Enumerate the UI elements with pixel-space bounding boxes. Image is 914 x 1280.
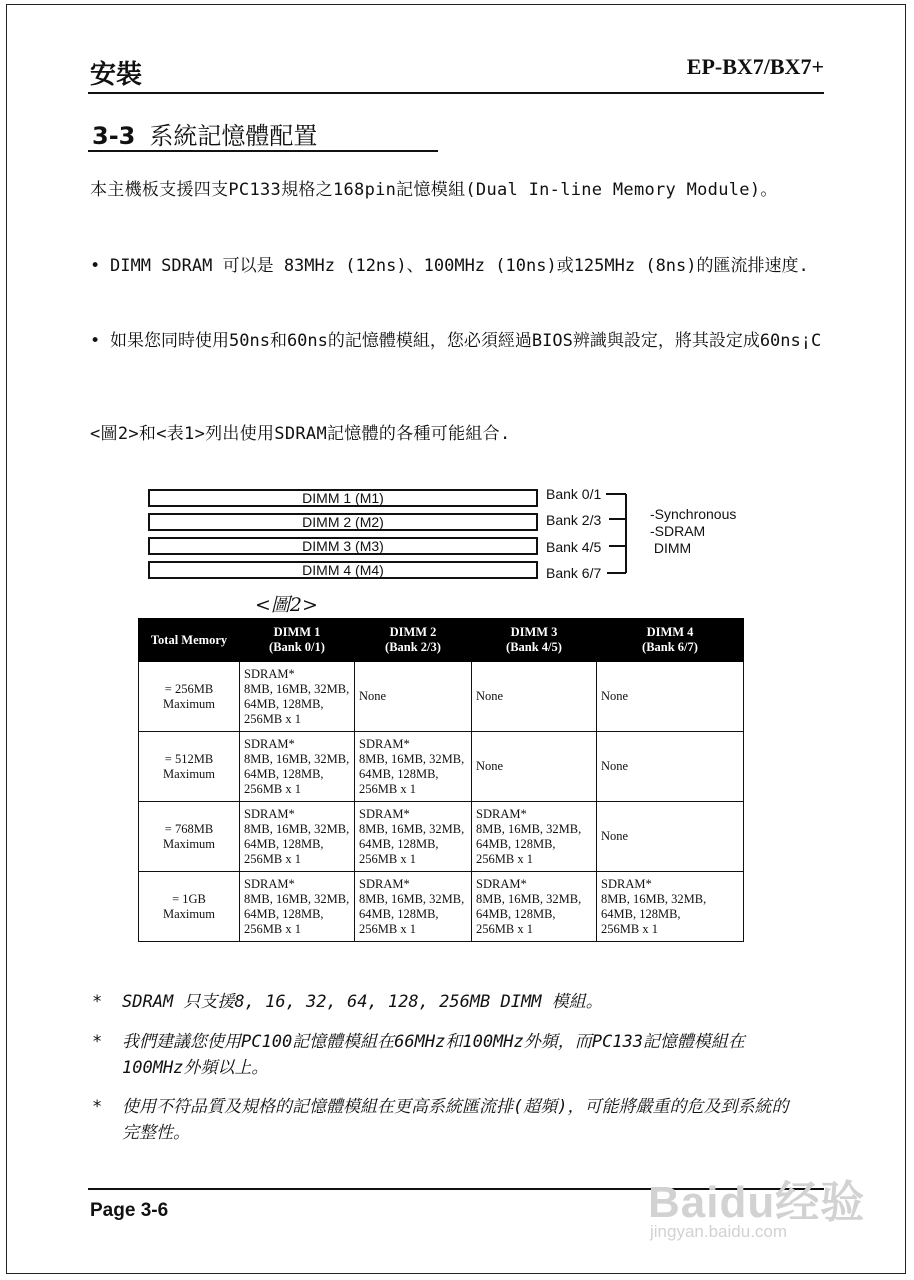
header-line: (Bank 0/1) bbox=[269, 640, 325, 654]
cell-line: 256MB x 1 bbox=[359, 781, 416, 796]
cell-line: SDRAM* bbox=[359, 876, 410, 891]
watermark-brand: Baidu经验 bbox=[648, 1178, 866, 1227]
cell-line: SDRAM* bbox=[244, 876, 295, 891]
memory-config-table bbox=[138, 618, 744, 942]
header-line: DIMM 3 bbox=[510, 625, 558, 639]
dimm-slot-1: DIMM 1 (M1) bbox=[148, 489, 538, 507]
cell-line: Maximum bbox=[162, 836, 216, 851]
total-memory-cell bbox=[139, 662, 240, 732]
dimm-cell bbox=[240, 872, 355, 942]
cell-line: 256MB x 1 bbox=[476, 851, 533, 866]
bank-label: Bank 0/1 bbox=[546, 486, 602, 502]
cell-line: Maximum bbox=[162, 696, 216, 711]
cell-line: SDRAM* bbox=[244, 736, 295, 751]
header-dimm1 bbox=[240, 619, 355, 662]
cell-line: 64MB, 128MB, bbox=[601, 906, 681, 921]
cell-line: 64MB, 128MB, bbox=[476, 906, 556, 921]
footnote bbox=[92, 1029, 792, 1081]
dimm-slot-4: DIMM 4 (M4) bbox=[148, 561, 538, 579]
header-chapter: 安裝 bbox=[90, 60, 143, 90]
table-row bbox=[139, 872, 744, 942]
dimm-cell bbox=[355, 732, 472, 802]
cell-line: None bbox=[601, 759, 629, 773]
cell-line: 64MB, 128MB, bbox=[244, 906, 324, 921]
cell-line: 64MB, 128MB, bbox=[244, 836, 324, 851]
cell-line: SDRAM* bbox=[359, 806, 410, 821]
cell-line: 256MB x 1 bbox=[244, 851, 301, 866]
dimm-cell bbox=[472, 802, 597, 872]
header-line: DIMM 2 bbox=[389, 625, 437, 639]
header-line: DIMM 4 bbox=[646, 625, 694, 639]
table-row bbox=[139, 662, 744, 732]
cell-line: 256MB x 1 bbox=[244, 781, 301, 796]
table-row bbox=[139, 732, 744, 802]
footnote-star: * bbox=[92, 1032, 103, 1052]
cell-line: 256MB x 1 bbox=[359, 851, 416, 866]
dimm-cell bbox=[355, 662, 472, 732]
bullet-dot-icon: • bbox=[90, 256, 101, 276]
figure-caption: <圖2> bbox=[255, 594, 318, 616]
header-model: EP-BX7/BX7+ bbox=[686, 54, 824, 79]
cell-line: 8MB, 16MB, 32MB, bbox=[244, 681, 350, 696]
cell-line: 64MB, 128MB, bbox=[359, 906, 439, 921]
section-number: 3-3 bbox=[92, 122, 136, 150]
footnote-text: 我們建議您使用PC100記憶體模組在66MHz和100MHz外頻，而PC133記憶體模組在100MHz外頻以上。 bbox=[122, 1032, 745, 1078]
cell-line: 256MB x 1 bbox=[244, 711, 301, 726]
cell-line: 8MB, 16MB, 32MB, bbox=[476, 821, 582, 836]
cell-line: SDRAM* bbox=[359, 736, 410, 751]
cell-line: None bbox=[601, 689, 629, 703]
cell-line: Maximum bbox=[162, 766, 216, 781]
cell-line: SDRAM* bbox=[244, 806, 295, 821]
footnote-star: * bbox=[92, 992, 103, 1012]
dimm-cell bbox=[240, 662, 355, 732]
cell-line: SDRAM* bbox=[601, 876, 652, 891]
cell-line: 256MB x 1 bbox=[476, 921, 533, 936]
list-intro: <圖2>和<表1>列出使用SDRAM記憶體的各種可能組合. bbox=[90, 424, 511, 444]
footnote-star: * bbox=[92, 1097, 103, 1117]
dimm-bracket-lines bbox=[0, 0, 914, 600]
bank-label: Bank 2/3 bbox=[546, 512, 602, 528]
cell-line: 8MB, 16MB, 32MB, bbox=[244, 751, 350, 766]
dimm-cell bbox=[597, 872, 744, 942]
cell-line: = 256MB bbox=[164, 681, 214, 696]
bullet-text: 如果您同時使用50ns和60ns的記憶體模組，您必須經過BIOS辨識與設定，將其設定成60ns¡C bbox=[110, 331, 822, 351]
cell-line: 256MB x 1 bbox=[244, 921, 301, 936]
header-line: (Bank 4/5) bbox=[506, 640, 562, 654]
cell-line: 64MB, 128MB, bbox=[244, 766, 324, 781]
cell-line: None bbox=[476, 689, 504, 703]
cell-line: SDRAM* bbox=[476, 806, 527, 821]
table-row bbox=[139, 802, 744, 872]
header-dimm2 bbox=[355, 619, 472, 662]
dimm-type-line: -SDRAM bbox=[650, 523, 706, 539]
footnote-text: SDRAM 只支援8, 16, 32, 64, 128, 256MB DIMM 模組。 bbox=[122, 992, 603, 1012]
header-line: (Bank 6/7) bbox=[642, 640, 698, 654]
cell-line: 8MB, 16MB, 32MB, bbox=[601, 891, 707, 906]
dimm-cell bbox=[597, 732, 744, 802]
watermark-url: jingyan.baidu.com bbox=[650, 1222, 788, 1241]
dimm-cell bbox=[472, 872, 597, 942]
dimm-cell bbox=[597, 662, 744, 732]
cell-line: None bbox=[476, 759, 504, 773]
header-dimm4 bbox=[597, 619, 744, 662]
cell-line: 8MB, 16MB, 32MB, bbox=[359, 821, 465, 836]
total-memory-cell bbox=[139, 802, 240, 872]
cell-line: None bbox=[601, 829, 629, 843]
cell-line: 8MB, 16MB, 32MB, bbox=[244, 821, 350, 836]
cell-line: = 1GB bbox=[172, 891, 206, 906]
dimm-cell bbox=[472, 732, 597, 802]
cell-line: 8MB, 16MB, 32MB, bbox=[244, 891, 350, 906]
header-line: (Bank 2/3) bbox=[385, 640, 441, 654]
cell-line: 256MB x 1 bbox=[359, 921, 416, 936]
dimm-type-line: -Synchronous bbox=[650, 506, 737, 522]
header-line: DIMM 1 bbox=[273, 625, 321, 639]
dimm-type-line: DIMM bbox=[650, 540, 692, 556]
intro-paragraph: 本主機板支援四支PC133規格之168pin記憶模組(Dual In-line Memory Module)。 bbox=[90, 180, 778, 200]
dimm-cell bbox=[597, 802, 744, 872]
header-dimm3 bbox=[472, 619, 597, 662]
cell-line: = 512MB bbox=[164, 751, 214, 766]
cell-line: 64MB, 128MB, bbox=[244, 696, 324, 711]
cell-line: SDRAM* bbox=[244, 666, 295, 681]
dimm-cell bbox=[355, 802, 472, 872]
cell-line: 8MB, 16MB, 32MB, bbox=[476, 891, 582, 906]
table-header-row bbox=[139, 619, 744, 662]
cell-line: 64MB, 128MB, bbox=[359, 766, 439, 781]
bullet-dot-icon: • bbox=[90, 331, 101, 351]
cell-line: SDRAM* bbox=[476, 876, 527, 891]
cell-line: None bbox=[359, 689, 387, 703]
bank-label: Bank 4/5 bbox=[546, 539, 602, 555]
section-title-text: 系統記憶體配置 bbox=[149, 122, 318, 150]
footnote bbox=[92, 989, 792, 1015]
cell-line: Maximum bbox=[162, 906, 216, 921]
cell-line: 64MB, 128MB, bbox=[359, 836, 439, 851]
dimm-cell bbox=[355, 872, 472, 942]
bank-label: Bank 6/7 bbox=[546, 565, 602, 581]
header-line: Total Memory bbox=[150, 632, 228, 647]
page-number: Page 3-6 bbox=[90, 1200, 169, 1221]
total-memory-cell bbox=[139, 872, 240, 942]
total-memory-cell bbox=[139, 732, 240, 802]
footnote-text: 使用不符品質及規格的記憶體模組在更高系統匯流排(超頻)，可能將嚴重的危及到系統的完整性。 bbox=[122, 1097, 789, 1143]
bullet-text: DIMM SDRAM 可以是 83MHz (12ns)、100MHz (10ns)或125MHz (8ns)的匯流排速度. bbox=[110, 256, 809, 276]
dimm-type-label bbox=[650, 506, 736, 557]
dimm-slot-2: DIMM 2 (M2) bbox=[148, 513, 538, 531]
watermark bbox=[648, 1138, 868, 1248]
dimm-cell bbox=[240, 802, 355, 872]
dimm-cell bbox=[472, 662, 597, 732]
header-total-memory bbox=[139, 619, 240, 662]
cell-line: 8MB, 16MB, 32MB, bbox=[359, 751, 465, 766]
dimm-cell bbox=[240, 732, 355, 802]
cell-line: 8MB, 16MB, 32MB, bbox=[359, 891, 465, 906]
cell-line: = 768MB bbox=[164, 821, 214, 836]
dimm-slot-3: DIMM 3 (M3) bbox=[148, 537, 538, 555]
cell-line: 256MB x 1 bbox=[601, 921, 658, 936]
cell-line: 64MB, 128MB, bbox=[476, 836, 556, 851]
